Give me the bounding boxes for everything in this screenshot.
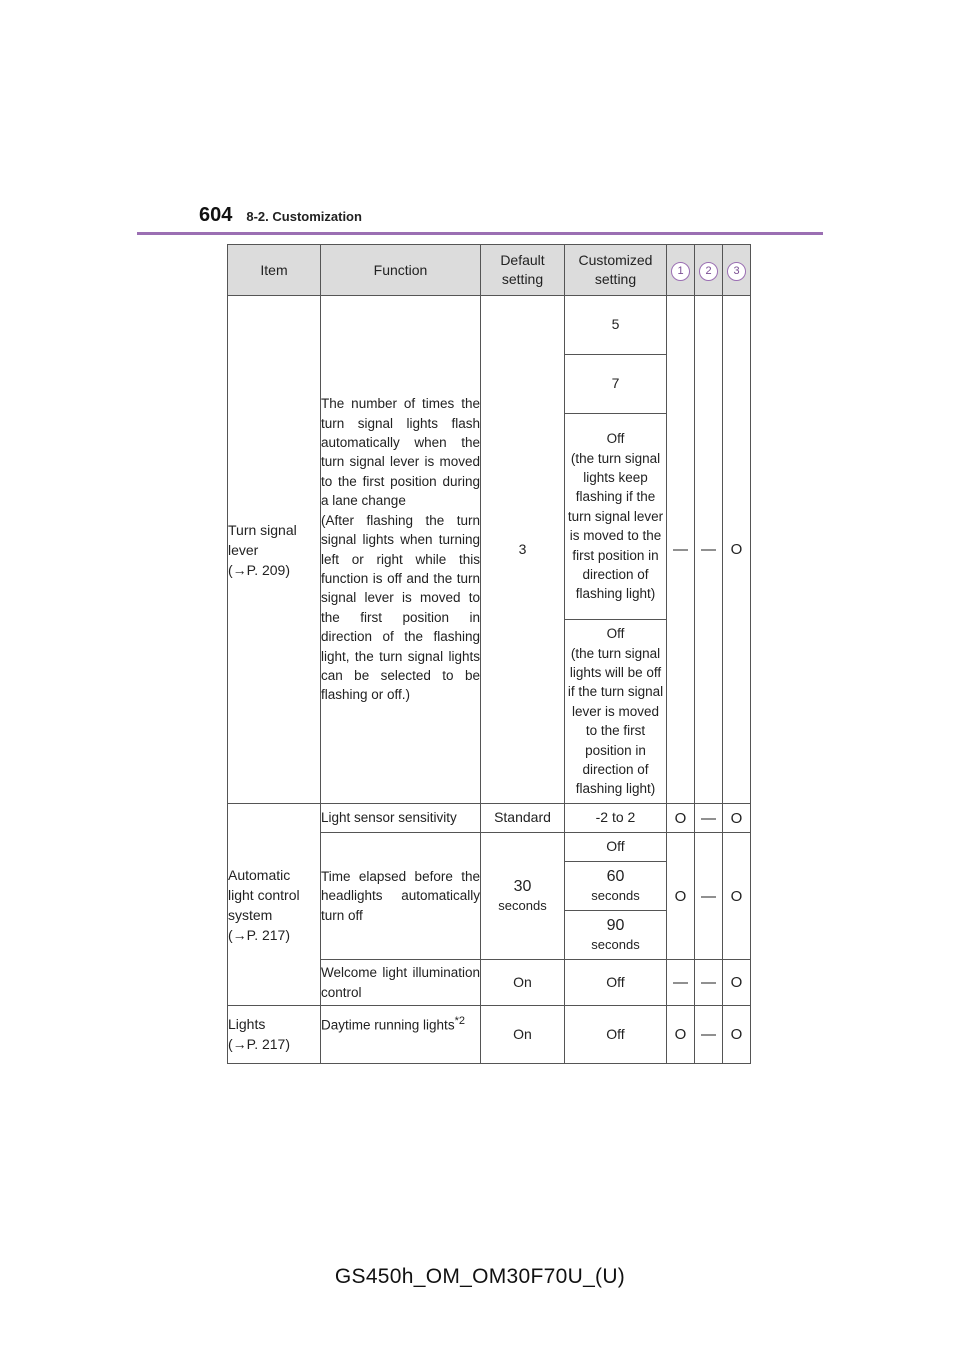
item-turn-signal: Turn signal lever (→P. 209): [228, 296, 321, 804]
circle-3-icon: 3: [727, 262, 746, 281]
default-turn-signal: 3: [481, 296, 565, 804]
footnote-mark: *2: [454, 1015, 465, 1027]
option-7: 7: [565, 355, 667, 414]
header-function: Function: [321, 245, 481, 296]
page-header: [199, 204, 362, 227]
table-row: [228, 804, 751, 833]
mark-lights-1: O: [667, 1006, 695, 1064]
circle-2-icon: 2: [699, 262, 718, 281]
option-time-off: Off: [565, 833, 667, 862]
header-rule: [137, 232, 823, 235]
header-default-setting: Default setting: [481, 245, 565, 296]
table-row: [228, 1006, 751, 1064]
mark-light-sensor-2: —: [695, 804, 723, 833]
item-lights: Lights (→P. 217): [228, 1006, 321, 1064]
header-customized-setting: Customized setting: [565, 245, 667, 296]
mark-time-1: O: [667, 833, 695, 960]
mark-turn-signal-3: O: [723, 296, 751, 804]
option-off-keep-flashing: Off (the turn signal lights keep flashing if the turn signal lever is moved to the first position in direction of flashing light): [565, 414, 667, 620]
mark-light-sensor-3: O: [723, 804, 751, 833]
header-col-2: [695, 245, 723, 296]
default-daytime-running: On: [481, 1006, 565, 1064]
header-col-3: [723, 245, 751, 296]
header-item: Item: [228, 245, 321, 296]
function-turn-signal: The number of times the turn signal lights flash automatically when the turn signal lever is moved to the first position during a lane change (After flashing the turn signal lights when turning left or right while this function is off and the turn signal lever is moved to the first position in direction of the flashing light, the turn signal lights can be selected to be flashing or off.): [321, 296, 481, 804]
section-title: 8-2. Customization: [246, 209, 362, 224]
mark-time-3: O: [723, 833, 751, 960]
mark-turn-signal-2: —: [695, 296, 723, 804]
header-col-1: [667, 245, 695, 296]
option-welcome-light: Off: [565, 960, 667, 1006]
mark-light-sensor-1: O: [667, 804, 695, 833]
option-off-lights-off: Off (the turn signal lights will be off if the turn signal lever is moved to the first position in direction of flashing light): [565, 620, 667, 804]
circle-1-icon: 1: [671, 262, 690, 281]
option-5: 5: [565, 296, 667, 355]
function-daytime-running: Daytime running lights$^{*2}$: [321, 1006, 481, 1064]
mark-turn-signal-1: —: [667, 296, 695, 804]
default-time-elapsed: 30 seconds: [481, 833, 565, 960]
default-light-sensor: Standard: [481, 804, 565, 833]
document-code: GS450h_OM_OM30F70U_(U): [334, 1265, 626, 1288]
option-daytime-running: Off: [565, 1006, 667, 1064]
option-time-90: 90 seconds: [565, 911, 667, 960]
table-row: [228, 296, 751, 355]
function-time-elapsed: Time elapsed before the headlights automatically turn off: [321, 833, 481, 960]
mark-lights-3: O: [723, 1006, 751, 1064]
customization-table: [227, 244, 751, 1064]
mark-welcome-2: —: [695, 960, 723, 1006]
function-welcome-light: Welcome light illumination control: [321, 960, 481, 1006]
option-time-60: 60 seconds: [565, 862, 667, 911]
mark-welcome-3: O: [723, 960, 751, 1006]
table-header-row: [228, 245, 751, 296]
function-light-sensor: Light sensor sensitivity: [321, 804, 481, 833]
page-number: 604: [199, 204, 233, 226]
option-light-sensor: -2 to 2: [565, 804, 667, 833]
item-automatic-light: Automatic light control system (→P. 217): [228, 804, 321, 1006]
mark-time-2: —: [695, 833, 723, 960]
default-welcome-light: On: [481, 960, 565, 1006]
mark-lights-2: —: [695, 1006, 723, 1064]
mark-welcome-1: —: [667, 960, 695, 1006]
